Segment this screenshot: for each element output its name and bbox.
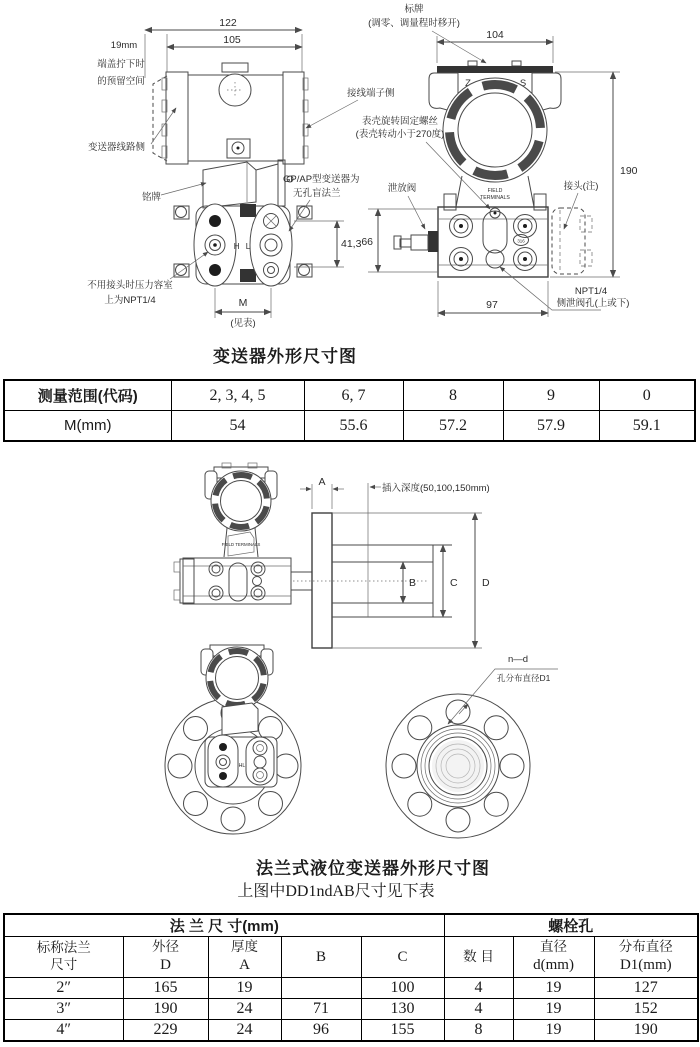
header-line: C: [397, 948, 408, 965]
table-cell: 2″: [4, 978, 123, 999]
dim-122-label: 122: [219, 17, 237, 29]
dim-m-label: M: [238, 297, 248, 309]
header-line: 标称法兰: [36, 940, 91, 956]
table-header-cell: M(mm): [4, 411, 171, 442]
table-cell: 165: [123, 978, 208, 999]
zero-mark: Z: [465, 78, 471, 89]
dim-41-3-label: 41,3: [341, 238, 362, 250]
circuit-side-label: 变送器线路侧: [88, 142, 146, 153]
connector-note-label: 接头(注): [563, 181, 599, 192]
tag-plate-label: 标牌: [404, 4, 424, 15]
table-cell: 24: [208, 999, 281, 1020]
header-line: A: [239, 957, 250, 974]
field-terminals-text: TERMINALS: [480, 195, 510, 201]
table-cell: 4: [444, 978, 513, 999]
col-header-hole-diameter: [513, 937, 594, 978]
flange-transmitter-side-view-drawing: [174, 463, 490, 648]
table-cell: 55.6: [304, 411, 403, 442]
hl-marking: HL: [238, 763, 246, 769]
header-line: 外径: [152, 939, 179, 955]
housing-rotation-screw-label: (表壳转动小于270度): [355, 129, 445, 140]
dim-190-label: 190: [620, 165, 638, 177]
drain-valve-label: 泄放阀: [387, 183, 417, 194]
header-line: d(mm): [533, 957, 574, 974]
table-cell: 190: [594, 1020, 698, 1041]
table-row: [4, 380, 695, 411]
flange-table-reference-note: 上图中DD1ndAB尺寸见下表: [237, 883, 435, 900]
table-cell: 152: [594, 999, 698, 1020]
table-cell: 24: [208, 1020, 281, 1041]
side-vent-label: 侧泄阀孔(上或下): [556, 298, 630, 309]
nameplate-label: 铭牌: [142, 192, 162, 203]
transmitter-dimension-figure-title: 变送器外形尺寸图: [213, 347, 357, 366]
table-cell: 100: [361, 978, 444, 999]
reserve-space-label: 19mm: [110, 40, 138, 51]
table-row: [4, 1020, 698, 1041]
col-header-count: [444, 937, 513, 978]
field-terminals-text: FIELD TERMINALS: [221, 542, 261, 547]
flange-dimension-figure-title: 法兰式液位变送器外形尺寸图: [256, 859, 490, 878]
header-line: D1(mm): [619, 957, 672, 974]
table-cell: 130: [361, 999, 444, 1020]
table-cell: 57.2: [403, 411, 503, 442]
measuring-range-table: [3, 379, 696, 442]
header-line: 厚度: [231, 939, 258, 955]
n-d-holes-label: n—d: [508, 654, 529, 665]
table-cell: 4: [444, 999, 513, 1020]
npt-chamber-label: 不用接头时压力容室: [87, 280, 173, 291]
dim-66-label: 66: [361, 236, 373, 248]
dim-a-label: A: [318, 476, 326, 488]
transmitter-front-view-drawing: [356, 3, 638, 317]
dim-c-label: C: [450, 577, 458, 589]
table-cell: 19: [208, 978, 281, 999]
dim-m-note: (见表): [230, 318, 256, 329]
table-row: [4, 999, 698, 1020]
housing-rotation-screw-label: 表壳旋转固定螺丝: [361, 116, 439, 127]
reserve-space-label: 端盖拧下时: [97, 59, 145, 70]
group-header-flange-size: 法 兰 尺 寸(mm): [4, 914, 444, 937]
table-cell: 9: [503, 380, 599, 411]
table-row: [4, 937, 698, 978]
flange-size-table: [3, 913, 699, 1042]
table-cell: [281, 978, 361, 999]
header-line: B: [315, 948, 326, 965]
table-cell: 2, 3, 4, 5: [171, 380, 304, 411]
header-line: 分布直径: [618, 939, 673, 955]
flange-transmitter-front-view-drawing: [165, 645, 301, 834]
table-cell: 71: [281, 999, 361, 1020]
table-cell: 59.1: [599, 411, 695, 442]
table-row: [4, 914, 698, 937]
group-header-bolt-holes: 螺栓孔: [444, 914, 698, 937]
gp-ap-blind-flange-label: GP/AP型变送器为: [283, 174, 360, 185]
col-header-thickness: [208, 937, 281, 978]
table-cell: 19: [513, 1020, 594, 1041]
table-cell: 229: [123, 1020, 208, 1041]
tag-plate-label: (调零、调量程时移开): [368, 18, 460, 29]
terminal-side-label: 接线端子侧: [347, 88, 395, 99]
gp-ap-blind-flange-label: 无孔盲法兰: [293, 188, 341, 199]
dim-d-label: D: [482, 577, 490, 589]
table-row: [4, 411, 695, 442]
table-cell: 54: [171, 411, 304, 442]
col-header-bolt-circle-diameter: [594, 937, 698, 978]
table-cell: 190: [123, 999, 208, 1020]
material-316-badge: 316: [517, 238, 525, 244]
field-terminals-text: FIELD: [487, 188, 503, 194]
table-cell: 0: [599, 380, 695, 411]
col-header-b: [281, 937, 361, 978]
span-mark: S: [519, 78, 527, 89]
hl-marking: H L: [233, 242, 253, 251]
header-line: D: [160, 957, 171, 974]
dim-104-label: 104: [486, 29, 504, 41]
table-header-cell: 测量范围(代码): [4, 380, 171, 411]
side-vent-label: NPT1/4: [574, 286, 608, 297]
flange-face-view-drawing: [386, 654, 558, 838]
table-cell: 8: [403, 380, 503, 411]
table-cell: 8: [444, 1020, 513, 1041]
table-cell: 96: [281, 1020, 361, 1041]
table-row: [4, 978, 698, 999]
col-header-nominal-size: [4, 937, 123, 978]
table-cell: 127: [594, 978, 698, 999]
dim-97-label: 97: [486, 299, 498, 311]
col-header-outer-diameter: [123, 937, 208, 978]
insert-depth-label: 插入深度(50,100,150mm): [382, 483, 490, 494]
table-cell: 19: [513, 978, 594, 999]
dim-b-label: B: [409, 577, 417, 589]
table-cell: 3″: [4, 999, 123, 1020]
col-header-c: [361, 937, 444, 978]
header-line: 直径: [540, 939, 568, 955]
table-cell: 6, 7: [304, 380, 403, 411]
npt-chamber-label: 上为NPT1/4: [104, 295, 156, 306]
table-cell: 57.9: [503, 411, 599, 442]
reserve-space-label: 的预留空间: [97, 76, 145, 87]
table-cell: 155: [361, 1020, 444, 1041]
dim-105-label: 105: [223, 34, 241, 46]
header-line: 尺寸: [50, 957, 78, 972]
table-cell: 4″: [4, 1020, 123, 1041]
header-line: 数 目: [463, 948, 494, 964]
table-cell: 19: [513, 999, 594, 1020]
transmitter-side-view-drawing: [87, 17, 394, 329]
bolt-circle-diameter-label: 孔分布直径D1: [497, 673, 551, 683]
